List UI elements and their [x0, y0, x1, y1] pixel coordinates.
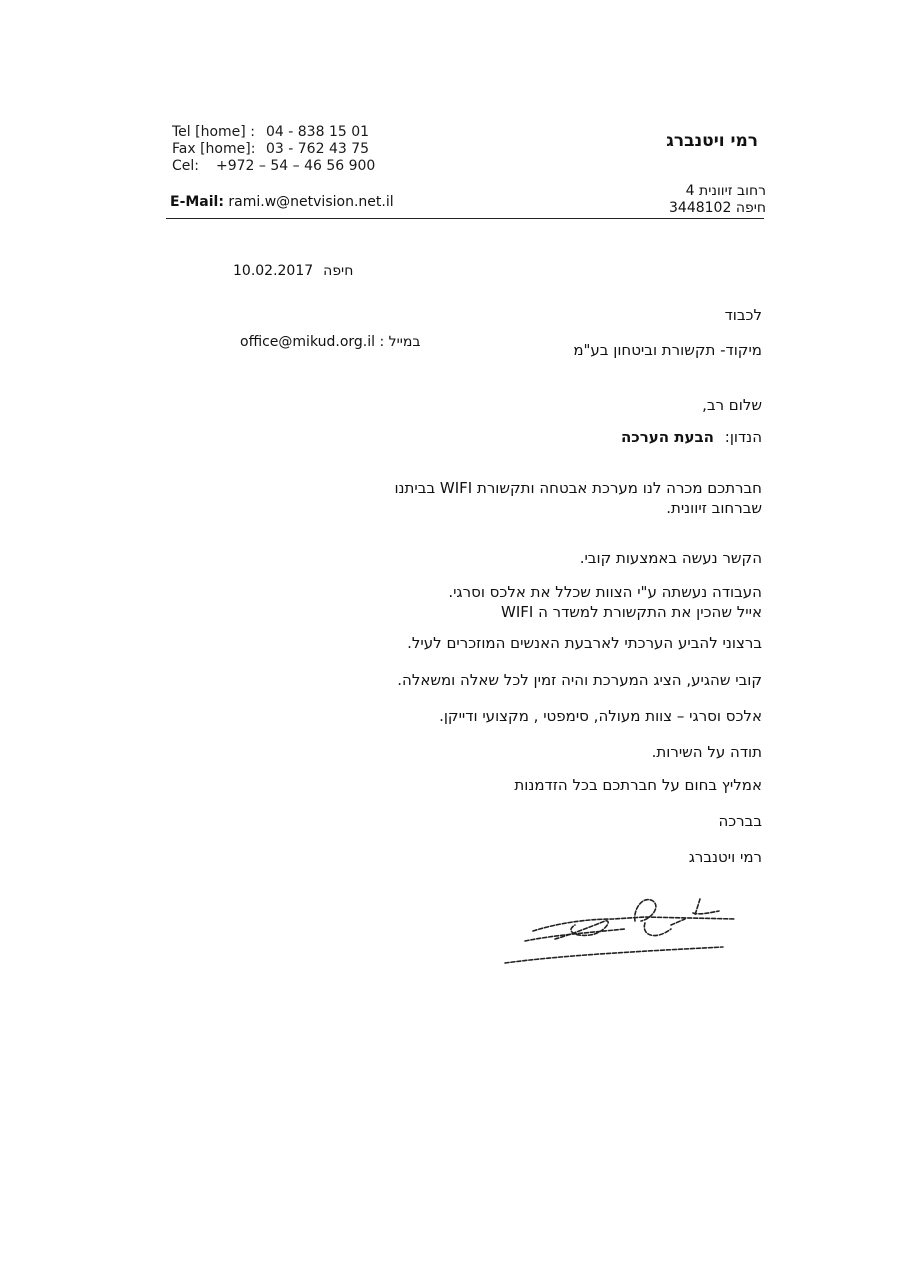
to-label: לכבוד: [724, 306, 762, 324]
paragraph-4: ברצוני להביע הערכתי לארבעת האנשים המוזכרים לעיל.: [407, 634, 762, 652]
recipient-mail: office@mikud.org.il: [240, 334, 376, 350]
recipient-company: מיקוד- תקשורת וביטחון בע"מ: [573, 341, 762, 359]
paragraph-1: [394, 478, 762, 518]
cel-label: Cel:: [172, 158, 199, 174]
tel-value: 04 - 838 15 01: [266, 124, 370, 140]
recipient-mail-label: במייל :: [379, 334, 421, 350]
sender-name: רמי ויטנברג: [666, 131, 758, 151]
paragraph-1-line-2: שברחוב זיוונית.: [666, 499, 762, 517]
paragraph-6: אלכס וסרגי – צוות מעולה, סימפטי , מקצועי ודייקן.: [439, 707, 762, 725]
date-line: [233, 263, 353, 279]
paragraph-7: תודה על השירות.: [651, 743, 762, 761]
recipient-mail-line: [240, 334, 420, 350]
greeting: שלום רב,: [702, 396, 762, 414]
tel-row: [172, 124, 375, 141]
paragraph-2: הקשר נעשה באמצעות קובי.: [579, 549, 762, 567]
paragraph-1-line-1: חברתכם מכרה לנו מערכת אבטחה ותקשורת WIFI בביתנו: [394, 479, 762, 497]
paragraph-8: אמליץ בחום על חברתכם בכל הזדמנות: [514, 776, 762, 794]
paragraph-3-line-2: אייל שהכין את התקשורת למשדר ה WIFI: [500, 603, 762, 621]
closing: בברכה: [718, 812, 762, 830]
cel-value: +972 – 54 – 46 56 900: [216, 158, 376, 174]
header-divider: [166, 218, 764, 219]
fax-label: Fax [home]:: [172, 141, 256, 157]
email-label: E-Mail:: [170, 194, 224, 210]
sender-city-zip: חיפה 3448102: [669, 200, 766, 216]
fax-row: [172, 141, 375, 158]
sender-street: רחוב זיוונית 4: [685, 183, 766, 199]
email-value: rami.w@netvision.net.il: [228, 194, 394, 210]
cel-row: [172, 158, 375, 175]
date-city: חיפה: [323, 263, 354, 279]
handwritten-signature: [495, 885, 755, 975]
paragraph-3-line-1: העבודה נעשתה ע"י הצוות שכלל את אלכס וסרגי.: [448, 583, 762, 601]
subject-label: הנדון:: [724, 428, 762, 446]
tel-label: Tel [home] :: [172, 124, 255, 140]
letter-date: 10.02.2017: [233, 263, 314, 279]
paragraph-3: [448, 582, 762, 622]
fax-value: 03 - 762 43 75: [266, 141, 370, 157]
signer-name: רמי ויטנברג: [688, 848, 762, 866]
subject-value: הבעת הערכה: [620, 428, 714, 446]
sender-email-line: [170, 194, 394, 210]
paragraph-5: קובי שהגיע, הציג המערכת והיה זמין לכל שאלה ומשאלה.: [397, 671, 762, 689]
subject-line: [621, 428, 762, 446]
contact-block: [172, 124, 375, 175]
